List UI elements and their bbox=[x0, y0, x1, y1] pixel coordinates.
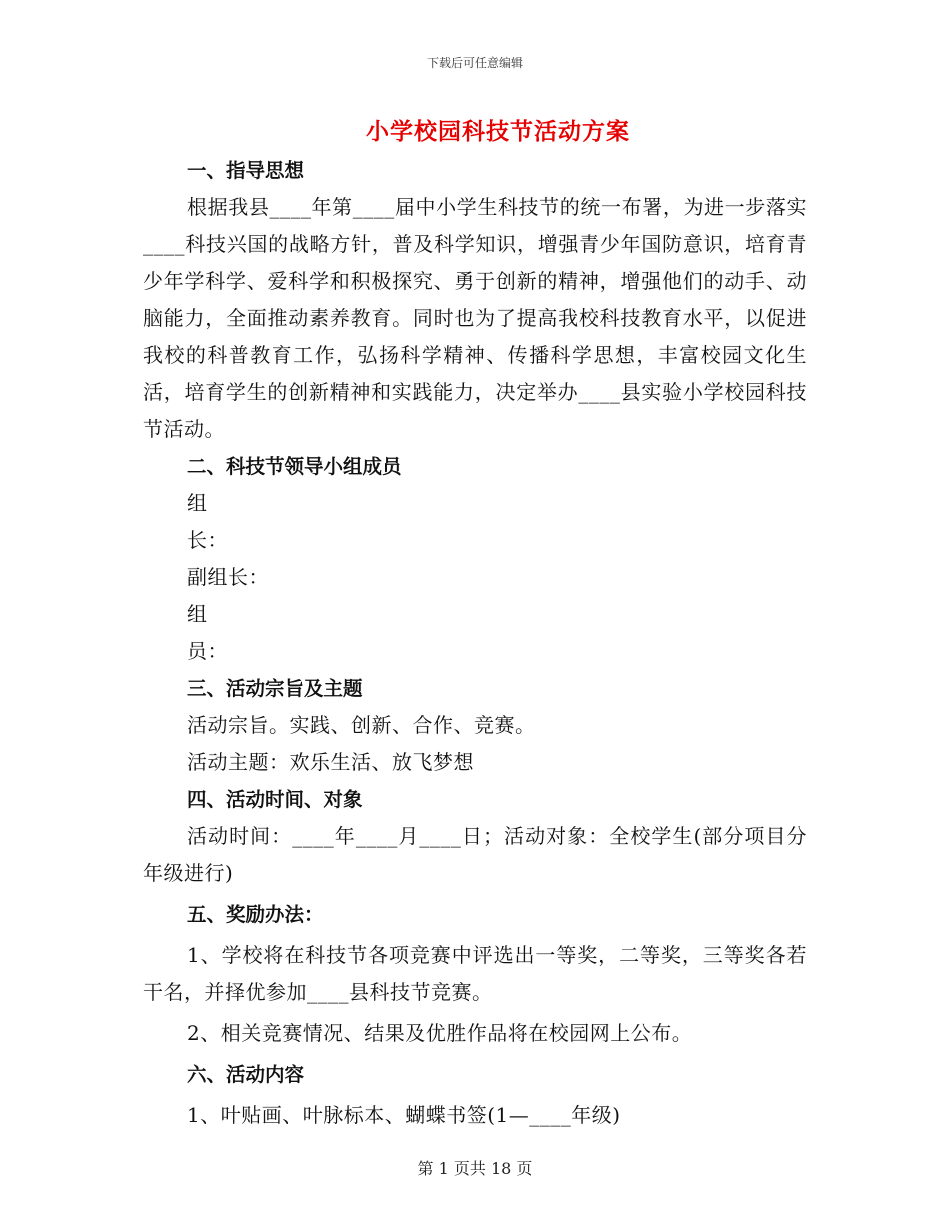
awards-item: 2、相关竞赛情况、结果及优胜作品将在校园网上公布。 bbox=[187, 1021, 693, 1045]
section-heading-awards: 五、奖励办法： bbox=[187, 903, 324, 926]
leadership-line: 长： bbox=[187, 528, 228, 552]
leadership-line: 组 bbox=[187, 602, 208, 626]
section-paragraph-guiding-idea: 根据我县____年第____届中小学生科技节的统一布署，为进一步落实____科技兴国的战略方针，普及科学知识，增强青少年国防意识，培育青少年学科学、爱科学和积极探究、勇于创新的精神，增强他们的动手、动脑能力，全面推动素养教育。同时也为了提高我校科技教育水平，以促进我校的科普教育工作，弘扬科学精神、传播科学思想，丰富校园文化生活，培育学生的创新精神和实践能力，决定举办____县实验小学校园科技节活动。 bbox=[143, 195, 807, 441]
section-heading-purpose: 三、活动宗旨及主题 bbox=[187, 677, 363, 700]
activity-item: 1、叶贴画、叶脉标本、蝴蝶书签(1—____年级) bbox=[187, 1103, 621, 1127]
section-heading-activities: 六、活动内容 bbox=[187, 1063, 305, 1086]
leadership-line: 副组长： bbox=[187, 565, 269, 589]
leadership-line: 组 bbox=[187, 491, 208, 515]
theme-line: 活动主题：欢乐生活、放飞梦想 bbox=[187, 750, 474, 774]
awards-item: 1、学校将在科技节各项竞赛中评选出一等奖，二等奖，三等奖各若干名，并择优参加____县科技节竞赛。 bbox=[143, 943, 807, 1004]
section-heading-guiding-idea: 一、指导思想 bbox=[187, 159, 305, 182]
section-heading-leadership: 二、科技节领导小组成员 bbox=[187, 455, 402, 478]
leadership-line: 员： bbox=[187, 639, 228, 663]
section-heading-time-target: 四、活动时间、对象 bbox=[187, 788, 363, 811]
section-paragraph-time-target: 活动时间：____年____月____日；活动对象：全校学生(部分项目分年级进行) bbox=[143, 824, 807, 885]
document-title: 小学校园科技节活动方案 bbox=[366, 118, 630, 145]
header-note: 下载后可任意编辑 bbox=[426, 56, 523, 70]
page-footer: 第 1 页共 18 页 bbox=[417, 1159, 533, 1178]
purpose-line: 活动宗旨。实践、创新、合作、竞赛。 bbox=[187, 713, 536, 737]
document-body bbox=[143, 152, 807, 1134]
